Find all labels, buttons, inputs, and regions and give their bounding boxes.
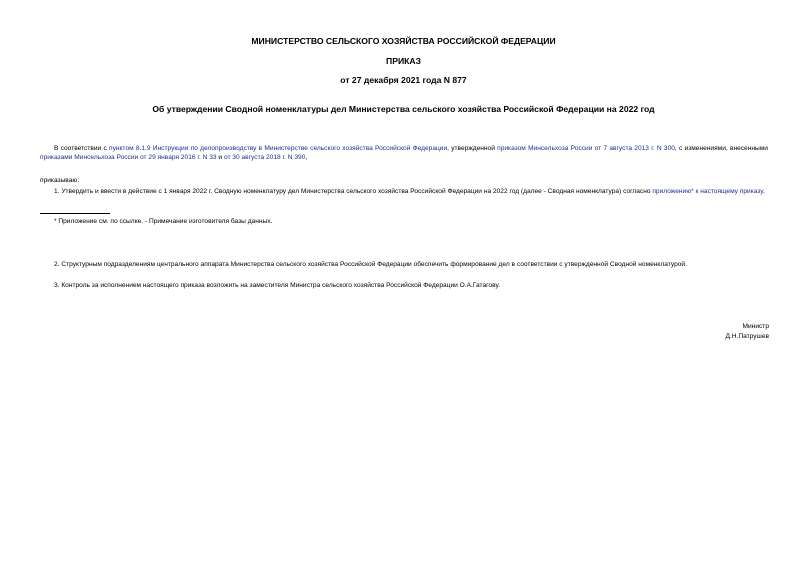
preamble-text-2: , утвержденной <box>447 145 498 152</box>
preamble-paragraph <box>40 144 768 162</box>
orders-word: приказываю: <box>40 177 80 184</box>
item-2-paragraph: 2. Структурным подразделениям центрального аппарата Министерства сельского хозяйства Российской Федерации обеспечить формирование дел в соответствии с утвержденной Сводной номенклатурой. <box>54 261 687 268</box>
doc-type-heading: ПРИКАЗ <box>386 56 421 66</box>
appendix-link[interactable]: приложению* к настоящему приказу <box>652 188 763 195</box>
item-1-paragraph <box>40 187 768 196</box>
preamble-text-4: и <box>216 154 224 161</box>
order-390-link[interactable]: от 30 августа 2018 г. N 390 <box>223 154 306 161</box>
date-number-heading: от 27 декабря 2021 года N 877 <box>340 75 467 85</box>
signature-position: Министр <box>742 323 769 330</box>
item-1-end: . <box>762 188 765 195</box>
ministry-heading: МИНИСТЕРСТВО СЕЛЬСКОГО ХОЗЯЙСТВА РОССИЙСКОЙ ФЕДЕРАЦИИ <box>251 36 556 46</box>
order-300-link[interactable]: приказом Минсельхоза России от 7 августа 2013 г. N 300 <box>497 145 675 152</box>
order-33-link[interactable]: приказами Минсельхоза России от 29 января 2016 г. N 33 <box>40 154 217 161</box>
item-3-paragraph: 3. Контроль за исполнением настоящего приказа возложить на заместителя Министра сельского хозяйства Российской Федерации О.А.Гатагову. <box>54 282 500 289</box>
preamble-text-5: , <box>305 154 308 161</box>
footnote-text: * Приложение см. по ссылке. - Примечание изготовителя базы данных. <box>54 218 273 225</box>
subject-heading: Об утверждении Сводной номенклатуры дел Министерства сельского хозяйства Российской Федерации на 2022 год <box>152 104 655 114</box>
footnote-divider <box>40 213 110 214</box>
item-1-text: 1. Утвердить и ввести в действие с 1 января 2022 г. Сводную номенклатуру дел Министерства сельского хозяйства Российской Федерации на 2022 год (далее - Сводная номенклатура) согласно <box>54 188 653 195</box>
preamble-text-3: , с изменениями, внесенными <box>674 145 768 152</box>
instruction-link[interactable]: пунктом 8.1.9 Инструкции по делопроизводству в Министерстве сельского хозяйства Российской Федерации <box>109 145 448 152</box>
preamble-text-1: В соответствии с <box>54 145 110 152</box>
signature-name: Д.Н.Патрушев <box>725 333 769 340</box>
